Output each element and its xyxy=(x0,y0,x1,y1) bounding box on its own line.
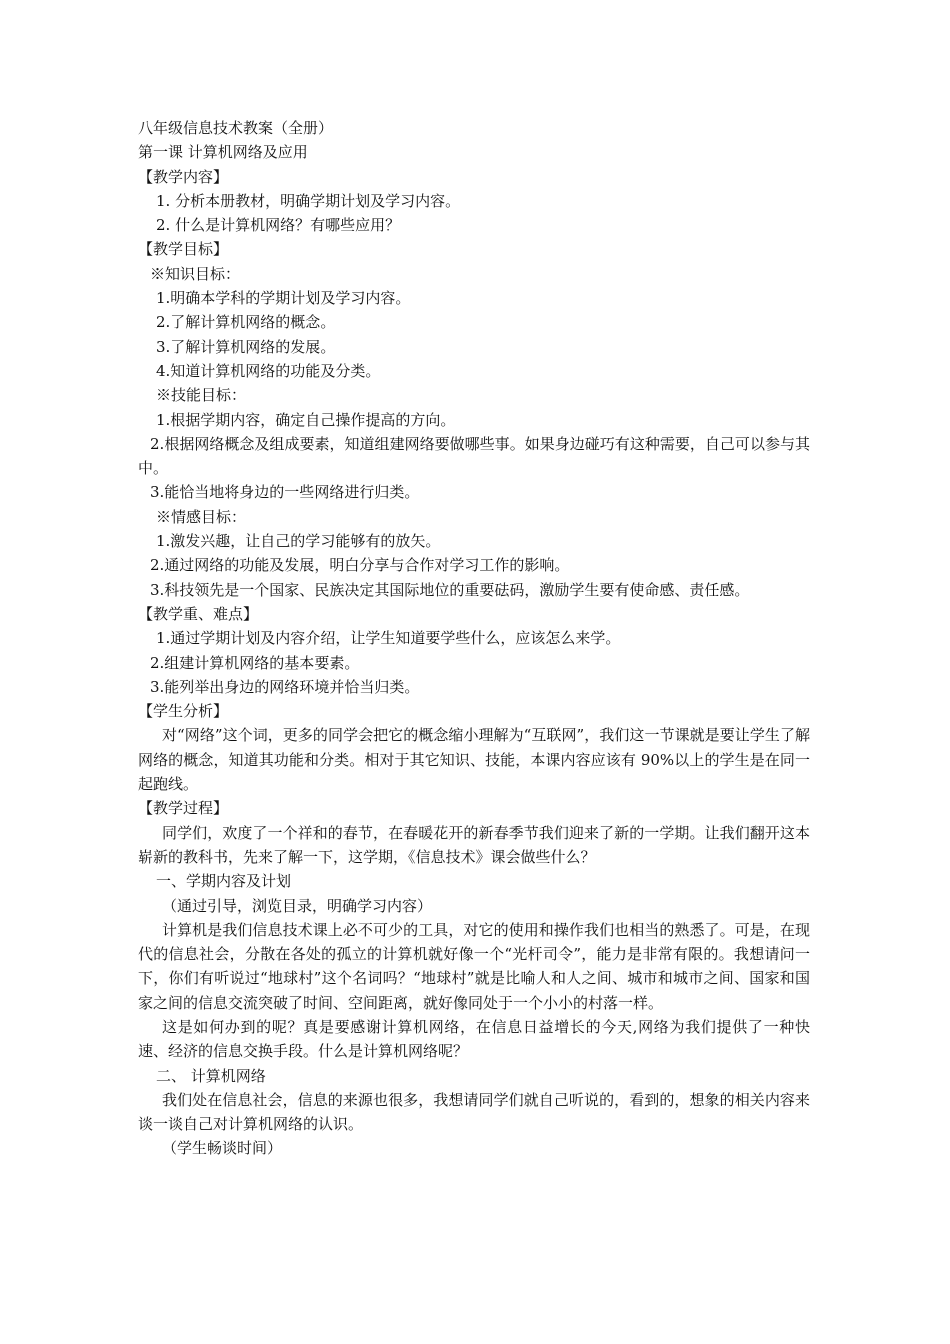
skill-goal-3: 3.能恰当地将身边的一些网络进行归类。 xyxy=(150,483,420,502)
part1-paragraph-1: 计算机是我们信息技术课上必不可少的工具，对它的使用和操作我们也相当的熟悉了。可是，在现代的信息社会，分散在各处的孤立的计算机就好像一个“光杆司令”，能力是非常有限的。我想请问一下，你们有听说过“地球村”这个名词吗？“地球村”就是比喻人和人之间、城市和城市之间、国家和国家之间的信息交流突破了时间、空间距离，就好像同处于一个小小的村落一样。 xyxy=(138,920,810,1012)
part1-title: 一、学期内容及计划 xyxy=(156,872,292,891)
students-analysis: 对“网络”这个词，更多的同学会把它的概念缩小理解为“互联网”，我们这一节课就是要让学生了解网络的概念，知道其功能和分类。相对于其它知识、技能，本课内容应该有 90%以上的学生是在同一起跑线。 xyxy=(138,726,810,794)
content-item-2: 2. 什么是计算机网络？有哪些应用？ xyxy=(156,216,401,235)
part1-note: （通过引导，浏览目录，明确学习内容） xyxy=(162,896,433,915)
part2-paragraph-1: 我们处在信息社会，信息的来源也很多，我想请同学们就自己听说的，看到的，想象的相关内容来谈一谈自己对计算机网络的认识。 xyxy=(138,1090,810,1134)
process-intro: 同学们，欢度了一个祥和的春节，在春暖花开的新春季节我们迎来了新的一学期。让我们翻开这本崭新的教科书，先来了解一下，这学期，《信息技术》课会做些什么？ xyxy=(138,823,810,866)
section-heading-students: 【学生分析】 xyxy=(138,702,229,721)
section-heading-process: 【教学过程】 xyxy=(138,799,229,818)
part2-title: 二、 计算机网络 xyxy=(156,1066,266,1085)
keypoint-1: 1.通过学期计划及内容介绍，让学生知道要学些什么，应该怎么来学。 xyxy=(156,629,621,648)
emotion-goals-heading: ※情感目标： xyxy=(156,507,247,526)
knowledge-goal-2: 2.了解计算机网络的概念。 xyxy=(156,313,336,332)
document-title: 八年级信息技术教案（全册） xyxy=(138,119,334,137)
knowledge-goals-heading: ※知识目标： xyxy=(150,264,241,283)
part2-note: （学生畅谈时间） xyxy=(162,1139,283,1158)
skill-goal-2: 2.根据网络概念及组成要素，知道组建网络要做哪些事。如果身边碰巧有这种需要，自己可以参与其中。 xyxy=(138,434,810,478)
knowledge-goal-3: 3.了解计算机网络的发展。 xyxy=(156,337,336,356)
part1-paragraph-2: 这是如何办到的呢？真是要感谢计算机网络，在信息日益增长的今天,网络为我们提供了一种快速、经济的信息交换手段。什么是计算机网络呢？ xyxy=(138,1017,810,1061)
emotion-goal-3: 3.科技领先是一个国家、民族决定其国际地位的重要砝码，激励学生要有使命感、责任感。 xyxy=(150,580,750,599)
knowledge-goal-1: 1.明确本学科的学期计划及学习内容。 xyxy=(156,289,411,308)
content-item-1: 1. 分析本册教材，明确学期计划及学习内容。 xyxy=(156,191,461,210)
keypoint-2: 2.组建计算机网络的基本要素。 xyxy=(150,653,360,672)
document-body xyxy=(138,116,810,1161)
section-heading-keypoints: 【教学重、难点】 xyxy=(138,604,259,623)
knowledge-goal-4: 4.知道计算机网络的功能及分类。 xyxy=(156,361,381,380)
lesson-title: 第一课 计算机网络及应用 xyxy=(138,143,308,162)
emotion-goal-2: 2.通过网络的功能及发展，明白分享与合作对学习工作的影响。 xyxy=(150,556,570,575)
emotion-goal-1: 1.激发兴趣，让自己的学习能够有的放矢。 xyxy=(156,532,441,551)
skill-goals-heading: ※技能目标： xyxy=(156,386,247,405)
keypoint-3: 3.能列举出身边的网络环境并恰当归类。 xyxy=(150,677,420,696)
section-heading-goals: 【教学目标】 xyxy=(138,240,229,259)
section-heading-content: 【教学内容】 xyxy=(138,167,229,186)
skill-goal-1: 1.根据学期内容，确定自己操作提高的方向。 xyxy=(156,410,456,429)
